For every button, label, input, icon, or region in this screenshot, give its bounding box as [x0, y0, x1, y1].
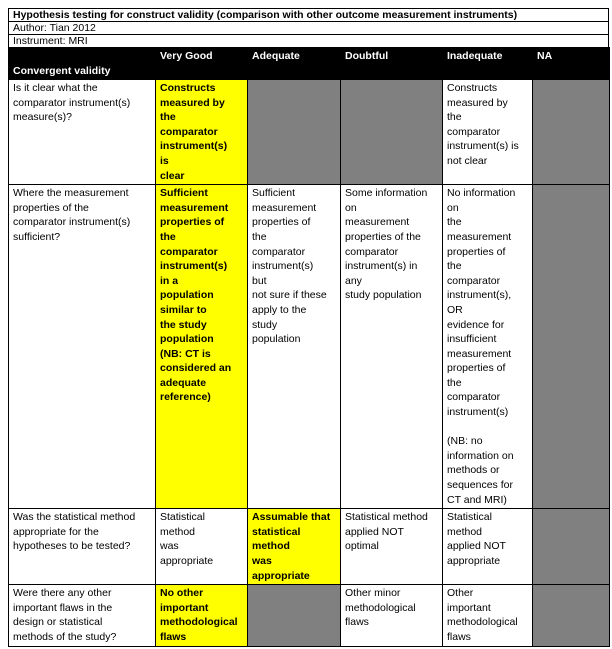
table-row: [9, 509, 610, 585]
cell-line: appropriate for the: [13, 525, 99, 538]
cell-line: reference): [160, 391, 211, 404]
question-cell: [9, 185, 156, 509]
cell-line: sequences for: [447, 479, 513, 492]
cell-line: sufficient?: [13, 230, 61, 243]
cell-line: instrument(s) in: [345, 260, 418, 273]
cell-line: properties of the: [345, 230, 421, 243]
cell-line: Sufficient: [252, 187, 295, 200]
very-good-cell: [156, 80, 248, 185]
cell-line: important flaws in the: [13, 601, 113, 614]
na-cell: [533, 509, 610, 585]
cell-line: Was the statistical method: [13, 511, 136, 524]
cell-line: the: [447, 376, 462, 389]
cell-line: Were there any other: [13, 587, 112, 600]
adequate-cell: [248, 80, 341, 185]
adequate-cell: [248, 509, 341, 585]
author-line: Author: Tian 2012: [8, 21, 609, 34]
cell-line: on: [447, 201, 459, 214]
cell-line: applied NOT: [447, 540, 506, 553]
inadequate-cell: [443, 80, 533, 185]
inadequate-cell: [443, 185, 533, 509]
table-header-row: [9, 48, 610, 80]
cell-line: measure(s)?: [13, 111, 72, 124]
cell-line: methodological: [160, 616, 238, 629]
cell-line: important: [160, 601, 209, 614]
cell-line: adequate: [160, 376, 207, 389]
cell-line: instrument(s): [252, 260, 314, 273]
cell-line: methods or: [447, 464, 500, 477]
cell-line: not sure if these: [252, 289, 327, 302]
question-cell: [9, 509, 156, 585]
cell-line: design or statistical: [13, 616, 103, 629]
table-row: [9, 80, 610, 185]
cell-line: study population: [345, 289, 422, 302]
cell-line: population: [160, 289, 214, 302]
doubtful-cell: [341, 509, 443, 585]
cell-line: flaws: [160, 630, 187, 643]
cell-line: the: [447, 216, 462, 229]
cell-line: Constructs: [160, 82, 216, 94]
cell-line: comparator: [160, 125, 218, 138]
cell-line: statistical: [252, 525, 301, 538]
cell-line: instrument(s): [447, 406, 509, 419]
cell-line: hypotheses to be tested?: [13, 540, 131, 553]
inadequate-cell: [443, 585, 533, 646]
cell-line: No information: [447, 187, 516, 200]
cell-line: comparator: [252, 245, 306, 258]
cell-line: methodological: [447, 616, 518, 629]
inadequate-cell: [443, 509, 533, 585]
col-doubtful: Doubtful: [341, 48, 443, 80]
adequate-cell: [248, 185, 341, 509]
cell-line: Sufficient: [160, 187, 208, 200]
cell-line: the: [160, 230, 176, 243]
very-good-cell: [156, 585, 248, 646]
cell-line: measured by: [447, 96, 508, 109]
doubtful-cell: [341, 185, 443, 509]
cell-line: measurement: [252, 201, 317, 214]
col-inadequate: Inadequate: [443, 48, 533, 80]
cell-line: method: [252, 540, 290, 553]
cell-line: CT and MRI): [447, 493, 507, 506]
cell-line: comparator instrument(s): [13, 96, 131, 109]
cell-line: flaws: [447, 630, 471, 643]
cell-line: insufficient: [447, 333, 497, 346]
na-cell: [533, 80, 610, 185]
table-row: [9, 185, 610, 509]
cell-line: properties of the: [13, 201, 89, 214]
cell-line: Statistical: [160, 511, 205, 524]
cell-line: population: [252, 333, 301, 346]
cell-line: was: [160, 540, 179, 553]
cell-line: comparator: [160, 245, 218, 258]
cell-line: any: [345, 274, 362, 287]
doubtful-cell: [341, 80, 443, 185]
cell-line: comparator instrument(s): [13, 216, 131, 229]
cell-line: the study: [160, 318, 207, 331]
cell-line: the: [252, 230, 267, 243]
cell-line: properties of: [160, 216, 225, 229]
cell-line: clear: [160, 169, 185, 182]
cell-line: considered an: [160, 362, 232, 375]
cell-line: the: [447, 260, 462, 273]
cell-line: in a: [160, 274, 179, 287]
cell-line: OR: [447, 303, 463, 316]
cell-line: optimal: [345, 540, 379, 553]
cell-line: instrument(s) is: [447, 140, 519, 153]
cell-line: information on: [447, 449, 514, 462]
cell-line: was: [252, 555, 272, 567]
na-cell: [533, 585, 610, 646]
section-label: Convergent validity: [13, 65, 111, 77]
cell-line: Other: [447, 587, 474, 600]
cell-line: measurement: [447, 347, 512, 360]
cell-line: Assumable that: [252, 511, 331, 524]
very-good-cell: [156, 185, 248, 509]
cell-line: the: [447, 111, 462, 124]
cell-line: instrument(s): [160, 260, 228, 273]
cell-line: important: [447, 601, 491, 614]
very-good-cell: [156, 509, 248, 585]
cell-line: is: [160, 154, 169, 167]
cell-line: Statistical: [447, 511, 492, 524]
cell-line: methods of the study?: [13, 630, 117, 643]
cell-line: properties of: [252, 216, 311, 229]
cell-line: measured by: [160, 96, 225, 109]
instrument-line: Instrument: MRI: [8, 34, 609, 47]
cell-line: flaws: [345, 616, 369, 629]
cell-line: similar to: [160, 303, 207, 316]
cell-line: properties of: [447, 362, 506, 375]
cell-line: Some information: [345, 187, 428, 200]
cell-line: measurement: [160, 201, 229, 214]
cell-line: apply to the: [252, 303, 307, 316]
cell-line: comparator: [447, 274, 501, 287]
sheet-title: Hypothesis testing for construct validity (comparison with other outcome measurement instruments): [8, 8, 609, 21]
cell-line: population: [160, 333, 214, 346]
cell-line: method: [160, 525, 196, 538]
cell-line: comparator: [345, 245, 399, 258]
col-adequate: Adequate: [248, 48, 341, 80]
cell-line: not clear: [447, 154, 488, 167]
rating-table: [8, 47, 610, 647]
cell-line: Where the measurement: [13, 187, 129, 200]
table-row: [9, 585, 610, 646]
col-very-good: Very Good: [156, 48, 248, 80]
cell-line: appropriate: [160, 555, 214, 567]
cell-line: method: [447, 525, 483, 538]
cell-line: the: [160, 111, 176, 124]
cell-line: appropriate: [447, 555, 501, 567]
cell-line: on: [345, 201, 357, 214]
cell-line: (NB: CT is: [160, 347, 211, 360]
question-cell: [9, 80, 156, 185]
cell-line: (NB: no: [447, 435, 483, 448]
na-cell: [533, 185, 610, 509]
cell-line: measurement: [345, 216, 410, 229]
cell-line: comparator: [447, 391, 501, 404]
col-na: NA: [533, 48, 610, 80]
cell-line: evidence for: [447, 318, 505, 331]
assessment-sheet: [8, 8, 609, 647]
cell-line: Constructs: [447, 82, 498, 94]
cell-line: instrument(s),: [447, 289, 512, 302]
cell-line: Is it clear what the: [13, 82, 98, 94]
cell-line: properties of: [447, 245, 506, 258]
adequate-cell: [248, 585, 341, 646]
cell-line: [447, 420, 528, 435]
cell-line: Statistical method: [345, 511, 428, 524]
cell-line: appropriate: [252, 569, 310, 582]
cell-line: methodological: [345, 601, 416, 614]
doubtful-cell: [341, 585, 443, 646]
cell-line: study: [252, 318, 278, 331]
cell-line: comparator: [447, 125, 501, 138]
cell-line: measurement: [447, 230, 512, 243]
question-cell: [9, 585, 156, 646]
cell-line: instrument(s): [160, 140, 228, 153]
cell-line: Other minor: [345, 587, 401, 600]
cell-line: No other: [160, 587, 204, 600]
cell-line: applied NOT: [345, 525, 404, 538]
cell-line: but: [252, 274, 267, 287]
